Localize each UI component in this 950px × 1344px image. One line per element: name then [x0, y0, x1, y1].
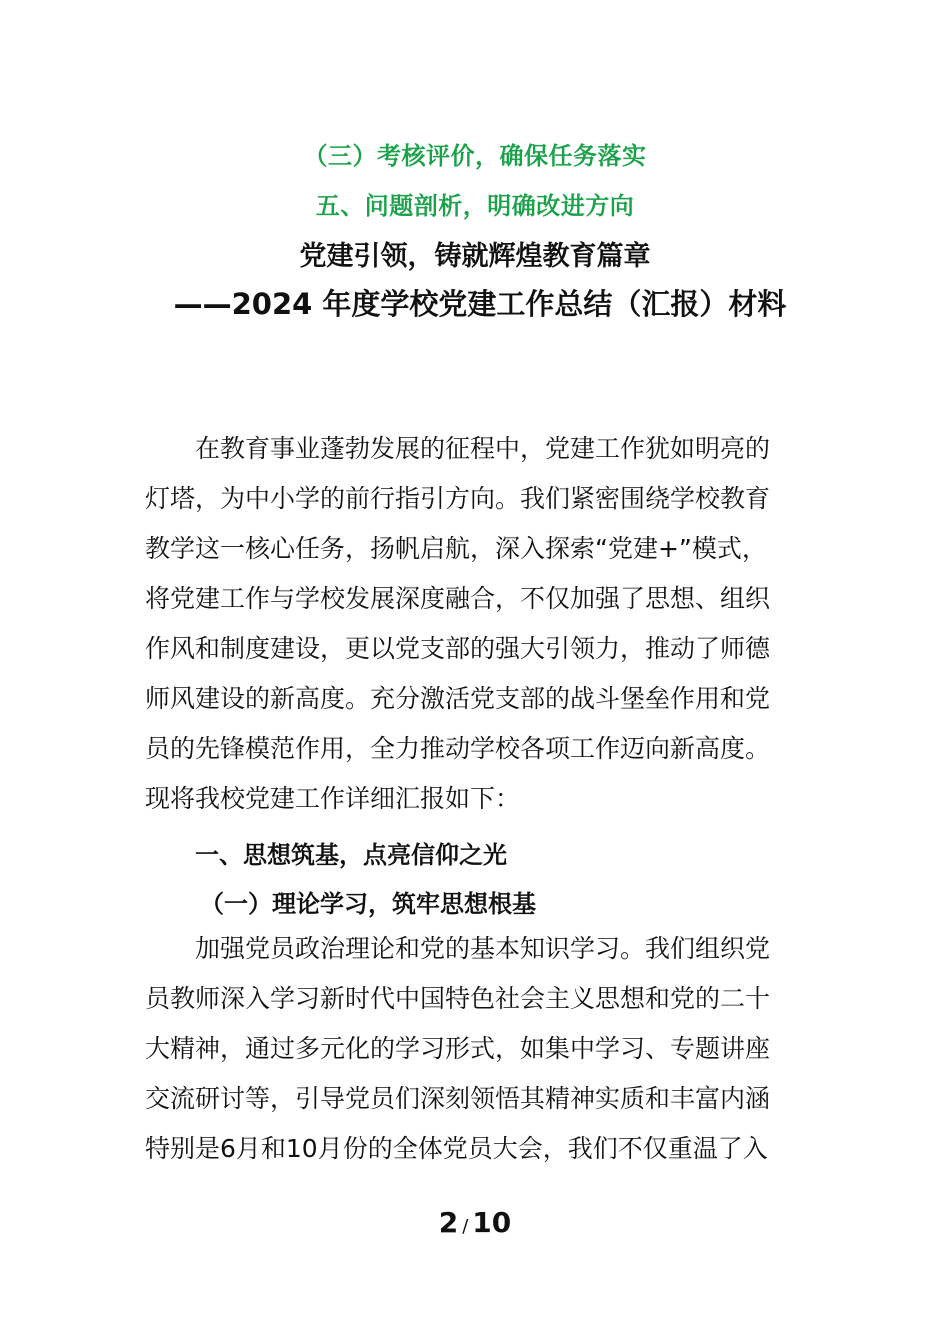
- paragraph-line: 将党建工作与学校发展深度融合，不仅加强了思想、组织: [145, 584, 771, 613]
- paragraph-line: 员教师深入学习新时代中国特色社会主义思想和党的二十: [145, 984, 771, 1013]
- subsection-paragraph: [145, 924, 810, 1174]
- paragraph-line: 交流研讨等，引导党员们深刻领悟其精神实质和丰富内涵: [145, 1084, 771, 1113]
- toc-item-problem-analysis[interactable]: 五、问题剖析，明确改进方向: [315, 192, 635, 220]
- paragraph-line: 现将我校党建工作详细汇报如下：: [145, 784, 521, 813]
- page-separator: /: [462, 1216, 469, 1237]
- document-title: 党建引领，铸就辉煌教育篇章: [299, 241, 651, 272]
- paragraph-line: 员的先锋模范作用，全力推动学校各项工作迈向新高度。: [145, 734, 771, 763]
- paragraph-line: 加强党员政治理论和党的基本知识学习。我们组织党: [195, 934, 771, 963]
- intro-paragraph: [145, 424, 810, 824]
- paragraph-line: 在教育事业蓬勃发展的征程中，党建工作犹如明亮的: [195, 434, 771, 463]
- document-subtitle: ——2024 年度学校党建工作总结（汇报）材料: [173, 287, 787, 321]
- paragraph-line: 作风和制度建设，更以党支部的强大引领力，推动了师德: [145, 634, 771, 663]
- current-page-number: 2: [438, 1206, 459, 1239]
- section-heading: 一、思想筑基，点亮信仰之光: [195, 841, 507, 869]
- total-page-count: 10: [472, 1206, 512, 1239]
- subsection-heading: （一）理论学习，筑牢思想根基: [200, 890, 536, 918]
- toc-item-assessment[interactable]: （三）考核评价，确保任务落实: [303, 142, 647, 170]
- paragraph-line: 大精神，通过多元化的学习形式，如集中学习、专题讲座: [145, 1034, 771, 1063]
- paragraph-line: 灯塔，为中小学的前行指引方向。我们紧密围绕学校教育: [145, 484, 771, 513]
- paragraph-line: 教学这一核心任务，扬帆启航，深入探索“党建+”模式，: [145, 534, 767, 563]
- paragraph-line: 师风建设的新高度。充分激活党支部的战斗堡垒作用和党: [145, 684, 771, 713]
- page-number: [0, 1206, 950, 1239]
- paragraph-line: 特别是6月和10月份的全体党员大会，我们不仅重温了入: [145, 1134, 768, 1163]
